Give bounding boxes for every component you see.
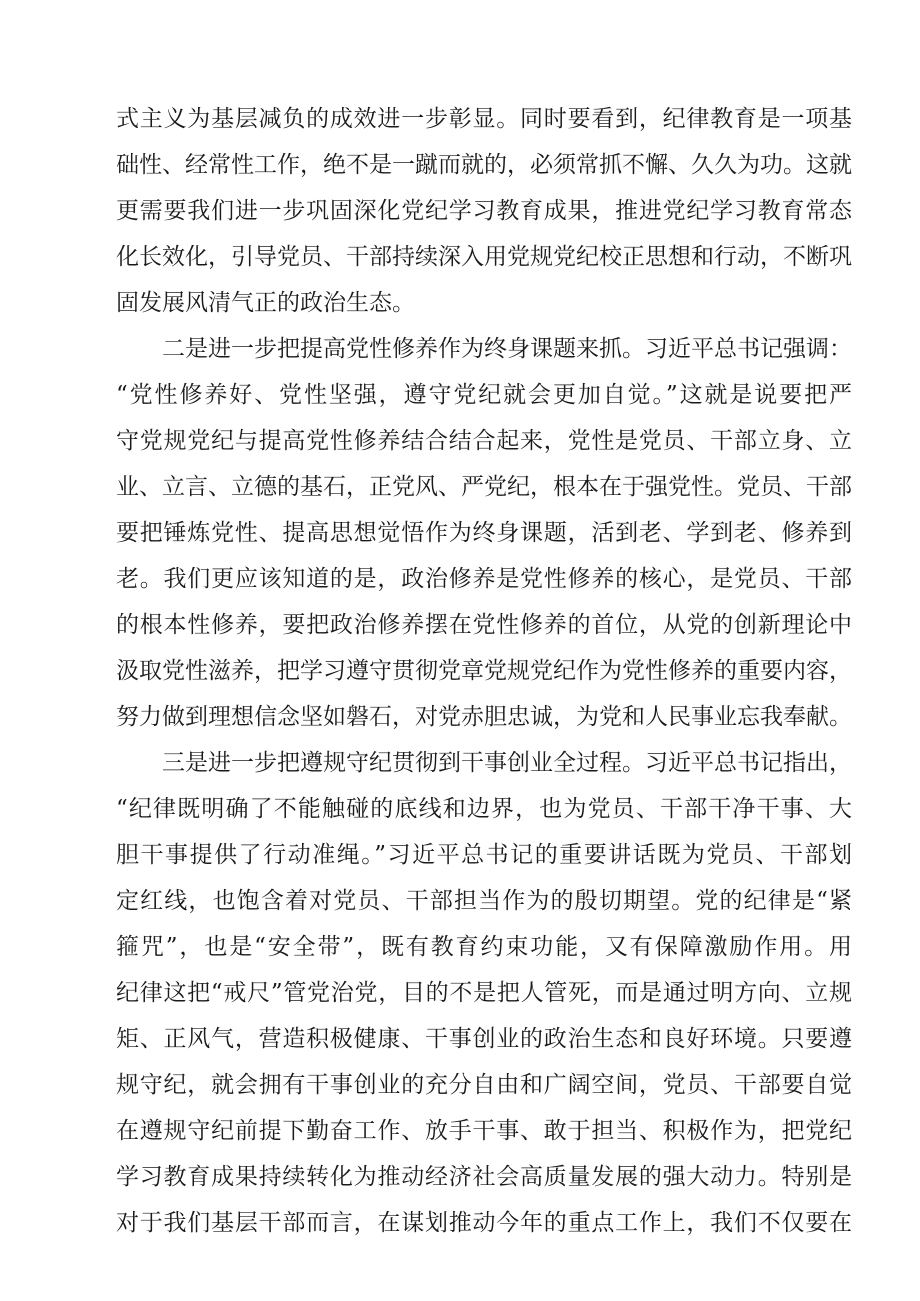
text-line: 要把锤炼党性、提高思想觉悟作为终身课题，活到老、学到老、修养到 xyxy=(116,520,852,546)
text-line: 老。我们更应该知道的是，政治修养是党性修养的核心，是党员、干部 xyxy=(116,566,852,592)
text-line: 式主义为基层减负的成效进一步彰显。同时要看到，纪律教育是一项基 xyxy=(116,106,852,132)
body-text xyxy=(116,96,852,1246)
paragraph-3 xyxy=(116,740,852,1246)
text-line: 对于我们基层干部而言，在谋划推动今年的重点工作上，我们不仅要在 xyxy=(116,1210,852,1236)
text-line: “党性修养好、党性坚强，遵守党纪就会更加自觉。”这就是说要把严 xyxy=(116,382,852,408)
text-line: 二是进一步把提高党性修养作为终身课题来抓。习近平总书记强调： xyxy=(162,336,852,362)
text-line: 固发展风清气正的政治生态。 xyxy=(116,290,415,316)
text-line: 规守纪，就会拥有干事创业的充分自由和广阔空间，党员、干部要自觉 xyxy=(116,1072,852,1098)
text-line: 础性、经常性工作，绝不是一蹴而就的，必须常抓不懈、久久为功。这就 xyxy=(116,152,852,178)
text-line: 三是进一步把遵规守纪贯彻到干事创业全过程。习近平总书记指出， xyxy=(162,750,852,776)
text-line: “纪律既明确了不能触碰的底线和边界，也为党员、干部干净干事、大 xyxy=(116,796,852,822)
text-line: 的根本性修养，要把政治修养摆在党性修养的首位，从党的创新理论中 xyxy=(116,612,852,638)
text-line: 矩、正风气，营造积极健康、干事创业的政治生态和良好环境。只要遵 xyxy=(116,1026,852,1052)
text-line: 定红线，也饱含着对党员、干部担当作为的殷切期望。党的纪律是“紧 xyxy=(116,888,852,914)
text-line: 守党规党纪与提高党性修养结合结合起来，党性是党员、干部立身、立 xyxy=(116,428,852,454)
text-line: 胆干事提供了行动准绳。”习近平总书记的重要讲话既为党员、干部划 xyxy=(116,842,852,868)
text-line: 汲取党性滋养，把学习遵守贯彻党章党规党纪作为党性修养的重要内容， xyxy=(116,658,852,684)
text-line: 箍咒”，也是“安全带”，既有教育约束功能，又有保障激励作用。用 xyxy=(116,934,852,960)
text-line: 业、立言、立德的基石，正党风、严党纪，根本在于强党性。党员、干部 xyxy=(116,474,852,500)
text-line: 学习教育成果持续转化为推动经济社会高质量发展的强大动力。特别是 xyxy=(116,1164,852,1190)
text-line: 纪律这把“戒尺”管党治党，目的不是把人管死，而是通过明方向、立规 xyxy=(116,980,852,1006)
paragraph-2 xyxy=(116,326,852,740)
paragraph-1 xyxy=(116,96,852,326)
text-line: 化长效化，引导党员、干部持续深入用党规党纪校正思想和行动，不断巩 xyxy=(116,244,852,270)
text-line: 更需要我们进一步巩固深化党纪学习教育成果，推进党纪学习教育常态 xyxy=(116,198,852,224)
text-line: 在遵规守纪前提下勤奋工作、放手干事、敢于担当、积极作为，把党纪 xyxy=(116,1118,852,1144)
text-line: 努力做到理想信念坚如磐石，对党赤胆忠诚，为党和人民事业忘我奉献。 xyxy=(116,704,852,730)
